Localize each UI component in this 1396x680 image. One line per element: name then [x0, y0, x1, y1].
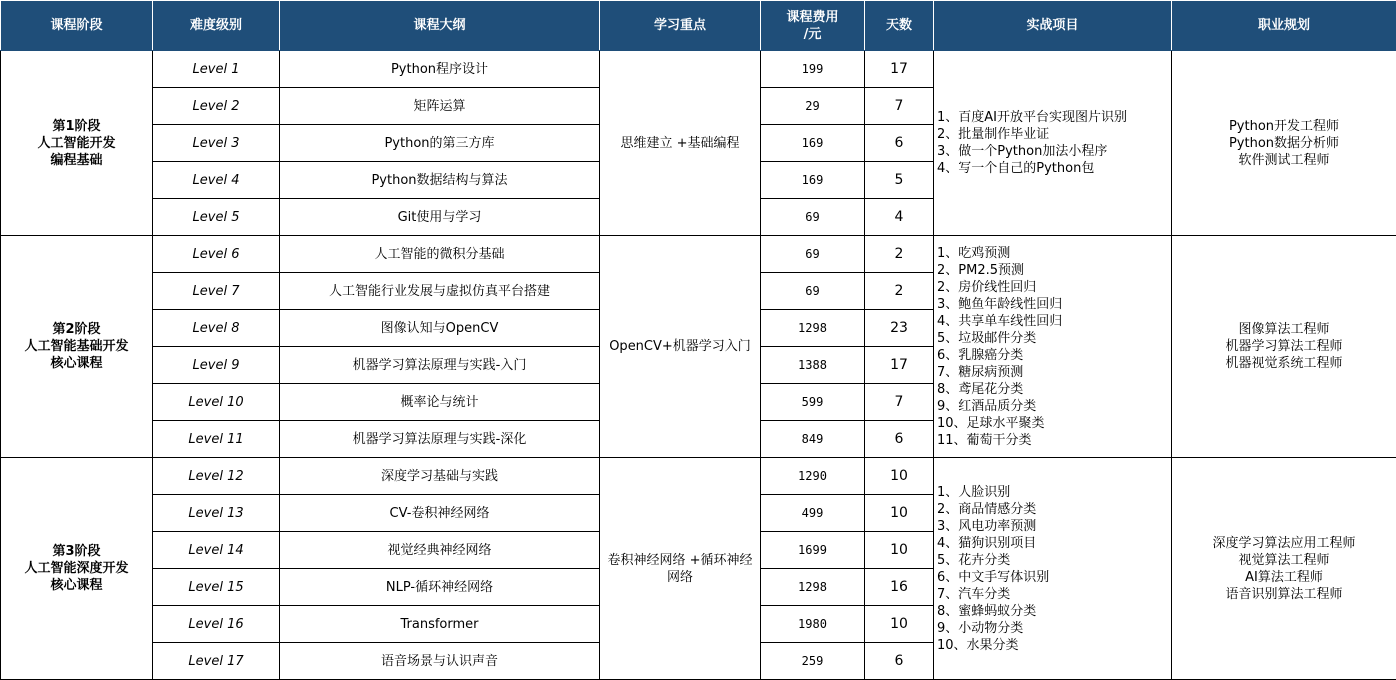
career-item: Python开发工程师	[1174, 118, 1394, 135]
header-days: 天数	[865, 1, 934, 51]
outline-cell: 人工智能的微积分基础	[280, 236, 600, 273]
days-cell: 10	[865, 458, 934, 495]
fee-cell: 69	[761, 199, 865, 236]
header-difficulty: 难度级别	[153, 1, 280, 51]
days-cell: 10	[865, 495, 934, 532]
level-cell: Level 11	[153, 421, 280, 458]
fee-cell: 199	[761, 51, 865, 88]
days-cell: 10	[865, 606, 934, 643]
career-item: AI算法工程师	[1174, 569, 1394, 586]
project-item: 6、乳腺癌分类	[937, 347, 1169, 364]
career-item: 机器视觉系统工程师	[1174, 355, 1394, 372]
focus-cell	[600, 458, 761, 680]
fee-cell: 1980	[761, 606, 865, 643]
project-item: 10、水果分类	[937, 637, 1169, 654]
project-item: 2、批量制作毕业证	[937, 126, 1169, 143]
project-item: 2、商品情感分类	[937, 501, 1169, 518]
level-cell: Level 7	[153, 273, 280, 310]
project-item: 3、做一个Python加法小程序	[937, 143, 1169, 160]
project-item: 3、风电功率预测	[937, 518, 1169, 535]
outline-cell: 机器学习算法原理与实践-入门	[280, 347, 600, 384]
days-cell: 2	[865, 236, 934, 273]
table-row	[1, 236, 1396, 273]
header-focus: 学习重点	[600, 1, 761, 51]
outline-cell: 图像认知与OpenCV	[280, 310, 600, 347]
level-cell: Level 13	[153, 495, 280, 532]
fee-cell: 1388	[761, 347, 865, 384]
days-cell: 6	[865, 643, 934, 680]
career-cell	[1172, 51, 1396, 236]
fee-cell: 69	[761, 273, 865, 310]
level-cell: Level 9	[153, 347, 280, 384]
project-item: 5、花卉分类	[937, 552, 1169, 569]
level-cell: Level 15	[153, 569, 280, 606]
fee-cell: 169	[761, 125, 865, 162]
outline-cell: 人工智能行业发展与虚拟仿真平台搭建	[280, 273, 600, 310]
level-cell: Level 14	[153, 532, 280, 569]
fee-cell: 599	[761, 384, 865, 421]
outline-cell: Python程序设计	[280, 51, 600, 88]
days-cell: 7	[865, 384, 934, 421]
outline-cell: CV-卷积神经网络	[280, 495, 600, 532]
career-item: 图像算法工程师	[1174, 321, 1394, 338]
outline-cell: 深度学习基础与实践	[280, 458, 600, 495]
project-item: 1、人脸识别	[937, 484, 1169, 501]
project-item: 4、写一个自己的Python包	[937, 160, 1169, 177]
stage-title-line: 人工智能基础开发	[3, 338, 150, 355]
level-cell: Level 12	[153, 458, 280, 495]
career-item: 语音识别算法工程师	[1174, 586, 1394, 603]
fee-cell: 1699	[761, 532, 865, 569]
project-item: 7、汽车分类	[937, 586, 1169, 603]
outline-cell: Git使用与学习	[280, 199, 600, 236]
level-cell: Level 10	[153, 384, 280, 421]
project-item: 10、足球水平聚类	[937, 415, 1169, 432]
days-cell: 2	[865, 273, 934, 310]
outline-cell: Python数据结构与算法	[280, 162, 600, 199]
career-item: 机器学习算法工程师	[1174, 338, 1394, 355]
stage-title-line: 编程基础	[3, 152, 150, 169]
stage-title-line: 人工智能深度开发	[3, 560, 150, 577]
fee-cell: 1298	[761, 569, 865, 606]
days-cell: 10	[865, 532, 934, 569]
focus-line: 网络	[602, 569, 758, 586]
table-row	[1, 51, 1396, 88]
stage-title-line: 第2阶段	[3, 321, 150, 338]
project-item: 2、PM2.5预测	[937, 262, 1169, 279]
focus-cell: OpenCV+机器学习入门	[600, 236, 761, 458]
level-cell: Level 1	[153, 51, 280, 88]
outline-cell: Transformer	[280, 606, 600, 643]
days-cell: 17	[865, 51, 934, 88]
project-item: 7、糖尿病预测	[937, 364, 1169, 381]
career-item: Python数据分析师	[1174, 135, 1394, 152]
header-fee: 课程费用 /元	[761, 1, 865, 51]
fee-cell: 259	[761, 643, 865, 680]
project-item: 4、猫狗识别项目	[937, 535, 1169, 552]
stage-cell	[1, 51, 153, 236]
project-item: 9、小动物分类	[937, 620, 1169, 637]
stage-title-line: 核心课程	[3, 577, 150, 594]
level-cell: Level 8	[153, 310, 280, 347]
days-cell: 4	[865, 199, 934, 236]
outline-cell: 视觉经典神经网络	[280, 532, 600, 569]
projects-cell	[934, 236, 1172, 458]
fee-cell: 849	[761, 421, 865, 458]
fee-cell: 69	[761, 236, 865, 273]
header-projects: 实战项目	[934, 1, 1172, 51]
project-item: 3、鲍鱼年龄线性回归	[937, 296, 1169, 313]
project-item: 1、百度AI开放平台实现图片识别	[937, 109, 1169, 126]
career-item: 深度学习算法应用工程师	[1174, 535, 1394, 552]
days-cell: 6	[865, 125, 934, 162]
level-cell: Level 4	[153, 162, 280, 199]
career-cell	[1172, 458, 1396, 680]
outline-cell: Python的第三方库	[280, 125, 600, 162]
project-item: 8、鸢尾花分类	[937, 381, 1169, 398]
project-item: 11、葡萄干分类	[937, 432, 1169, 449]
stage-cell	[1, 236, 153, 458]
outline-cell: 矩阵运算	[280, 88, 600, 125]
project-item: 2、房价线性回归	[937, 279, 1169, 296]
stage-title-line: 核心课程	[3, 355, 150, 372]
days-cell: 7	[865, 88, 934, 125]
career-cell	[1172, 236, 1396, 458]
days-cell: 23	[865, 310, 934, 347]
header-stage: 课程阶段	[1, 1, 153, 51]
project-item: 8、蜜蜂蚂蚁分类	[937, 603, 1169, 620]
career-item: 视觉算法工程师	[1174, 552, 1394, 569]
project-item: 1、吃鸡预测	[937, 245, 1169, 262]
projects-cell	[934, 51, 1172, 236]
fee-cell: 29	[761, 88, 865, 125]
level-cell: Level 16	[153, 606, 280, 643]
fee-cell: 1298	[761, 310, 865, 347]
days-cell: 5	[865, 162, 934, 199]
level-cell: Level 17	[153, 643, 280, 680]
level-cell: Level 2	[153, 88, 280, 125]
project-item: 6、中文手写体识别	[937, 569, 1169, 586]
project-item: 9、红酒品质分类	[937, 398, 1169, 415]
project-item: 5、垃圾邮件分类	[937, 330, 1169, 347]
outline-cell: NLP-循环神经网络	[280, 569, 600, 606]
stage-title-line: 人工智能开发	[3, 135, 150, 152]
fee-cell: 169	[761, 162, 865, 199]
days-cell: 6	[865, 421, 934, 458]
header-row	[1, 1, 1396, 51]
header-career: 职业规划	[1172, 1, 1396, 51]
days-cell: 16	[865, 569, 934, 606]
level-cell: Level 5	[153, 199, 280, 236]
projects-cell	[934, 458, 1172, 680]
header-outline: 课程大纲	[280, 1, 600, 51]
project-item: 4、共享单车线性回归	[937, 313, 1169, 330]
level-cell: Level 6	[153, 236, 280, 273]
outline-cell: 机器学习算法原理与实践-深化	[280, 421, 600, 458]
level-cell: Level 3	[153, 125, 280, 162]
fee-cell: 499	[761, 495, 865, 532]
days-cell: 17	[865, 347, 934, 384]
outline-cell: 概率论与统计	[280, 384, 600, 421]
stage-cell	[1, 458, 153, 680]
career-item: 软件测试工程师	[1174, 152, 1394, 169]
table-row	[1, 458, 1396, 495]
fee-cell: 1290	[761, 458, 865, 495]
stage-title-line: 第3阶段	[3, 543, 150, 560]
focus-cell: 思维建立 +基础编程	[600, 51, 761, 236]
stage-title-line: 第1阶段	[3, 118, 150, 135]
outline-cell: 语音场景与认识声音	[280, 643, 600, 680]
focus-line: 卷积神经网络 +循环神经	[602, 552, 758, 569]
